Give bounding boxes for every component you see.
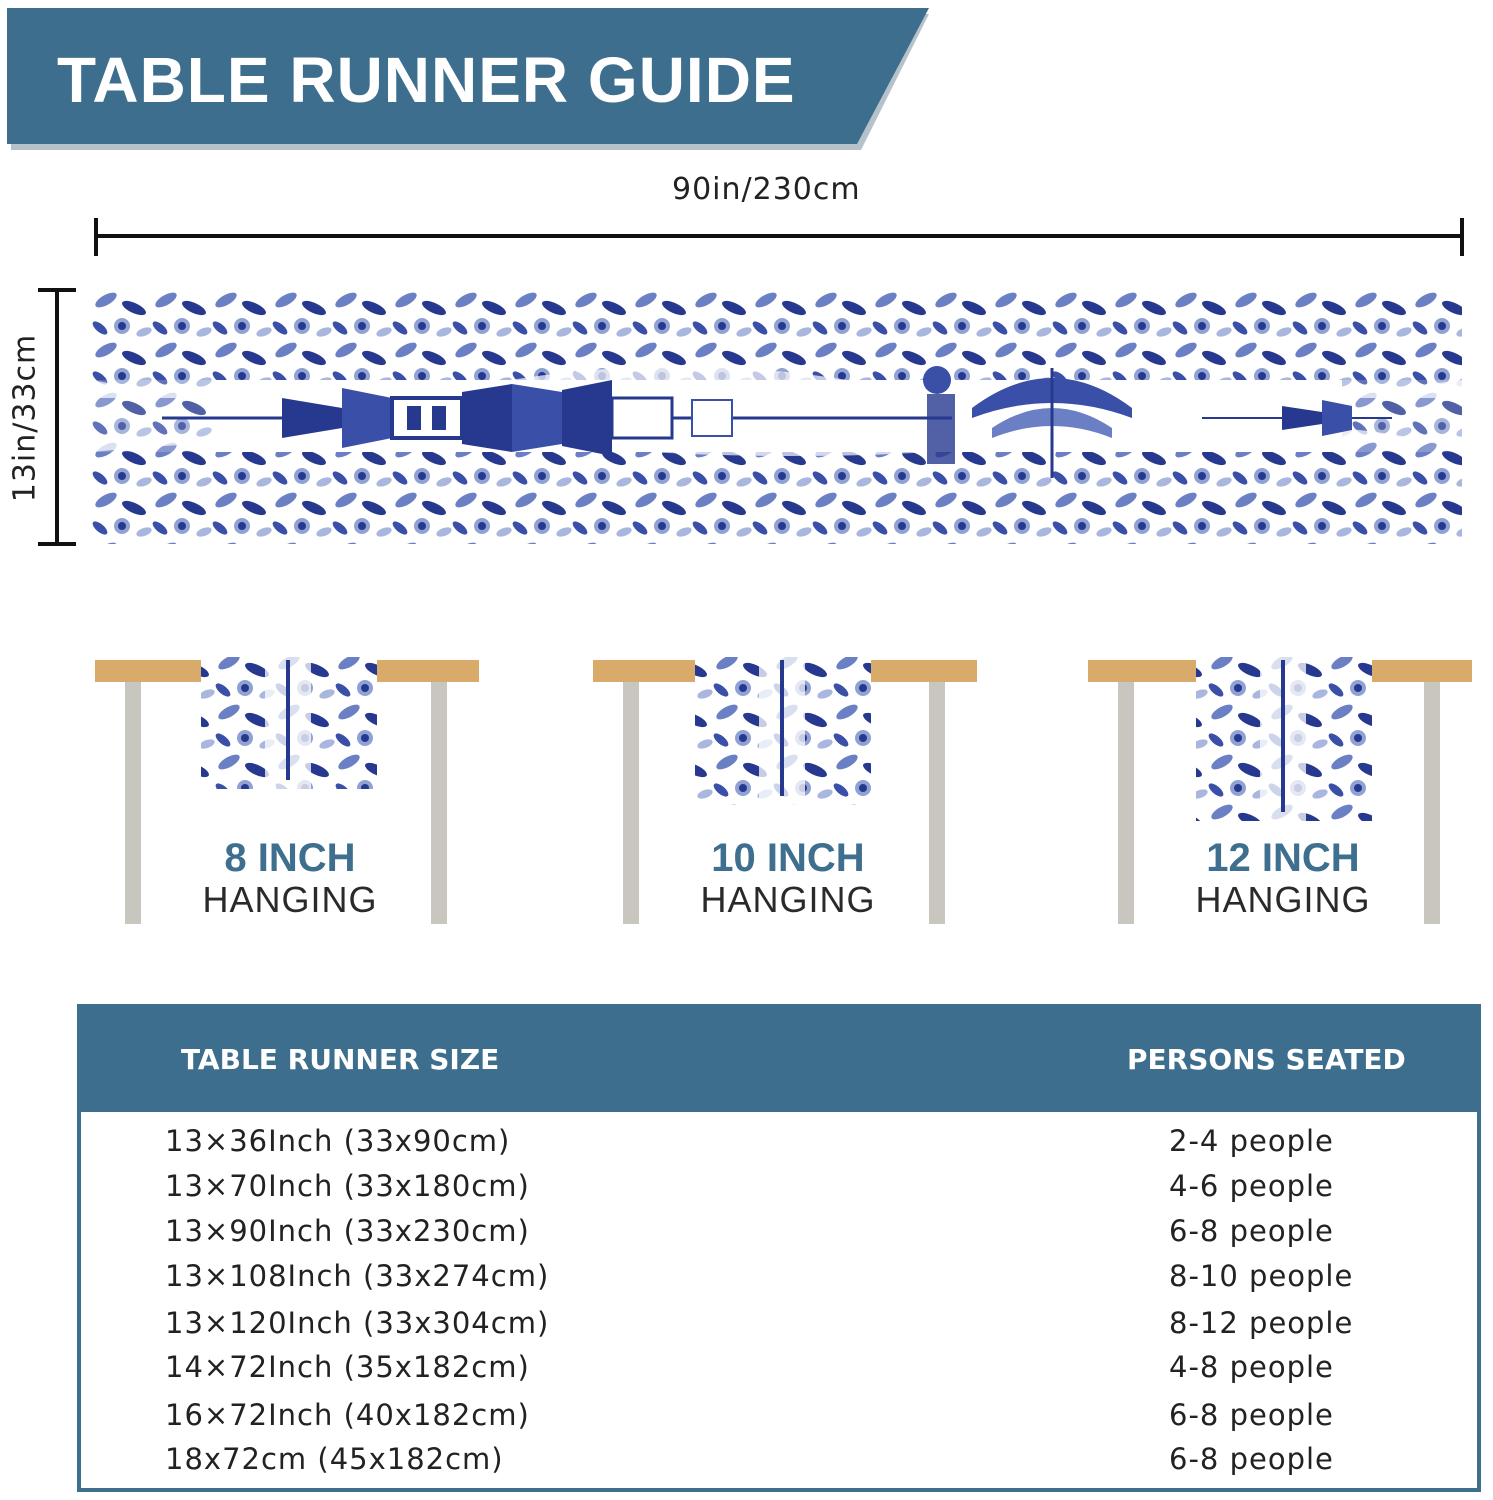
length-dimension-line [92, 214, 1468, 260]
size-cell: 13×70Inch (33x180cm) [165, 1169, 530, 1203]
hanging-text: HANGING [1195, 879, 1371, 920]
table-row [81, 1350, 1477, 1394]
width-dimension-line [34, 286, 80, 548]
persons-cell: 4-8 people [1169, 1350, 1334, 1384]
table-row [81, 1259, 1477, 1303]
column-header-size: TABLE RUNNER SIZE [181, 1043, 500, 1076]
hanging-size-label: 12 INCH [1206, 836, 1360, 880]
table-header [81, 1008, 1477, 1112]
size-cell: 13×90Inch (33x230cm) [165, 1214, 530, 1248]
hanging-text: HANGING [202, 879, 378, 920]
persons-cell: 8-12 people [1169, 1306, 1354, 1340]
page-title: TABLE RUNNER GUIDE [57, 44, 796, 116]
size-cell: 14×72Inch (35x182cm) [165, 1350, 530, 1384]
table-row [81, 1214, 1477, 1258]
persons-cell: 6-8 people [1169, 1398, 1334, 1432]
size-cell: 13×108Inch (33x274cm) [165, 1259, 550, 1293]
table-runner-image [92, 288, 1462, 544]
size-cell: 13×120Inch (33x304cm) [165, 1306, 550, 1340]
length-label: 90in/230cm [672, 172, 861, 207]
hanging-size-label: 10 INCH [711, 836, 865, 880]
persons-cell: 4-6 people [1169, 1169, 1334, 1203]
hanging-illustration-8 [95, 650, 485, 930]
column-header-persons: PERSONS SEATED [1127, 1043, 1406, 1076]
table-row [81, 1124, 1477, 1168]
persons-cell: 2-4 people [1169, 1124, 1334, 1158]
width-label: 13in/33cm [7, 333, 43, 503]
hanging-illustration-10 [593, 650, 983, 930]
chinoiserie-pattern [92, 288, 1462, 544]
persons-cell: 6-8 people [1169, 1214, 1334, 1248]
table-row [81, 1398, 1477, 1442]
persons-cell: 8-10 people [1169, 1259, 1354, 1293]
persons-cell: 6-8 people [1169, 1442, 1334, 1476]
table-row [81, 1169, 1477, 1213]
hanging-text: HANGING [700, 879, 876, 920]
size-cell: 18x72cm (45x182cm) [165, 1442, 504, 1476]
size-cell: 13×36Inch (33x90cm) [165, 1124, 511, 1158]
size-cell: 16×72Inch (40x182cm) [165, 1398, 530, 1432]
hanging-size-label: 8 INCH [224, 836, 356, 880]
table-row [81, 1442, 1477, 1486]
hanging-illustration-12 [1088, 650, 1478, 930]
size-table [77, 1004, 1481, 1492]
header-banner [7, 8, 929, 150]
table-row [81, 1306, 1477, 1350]
